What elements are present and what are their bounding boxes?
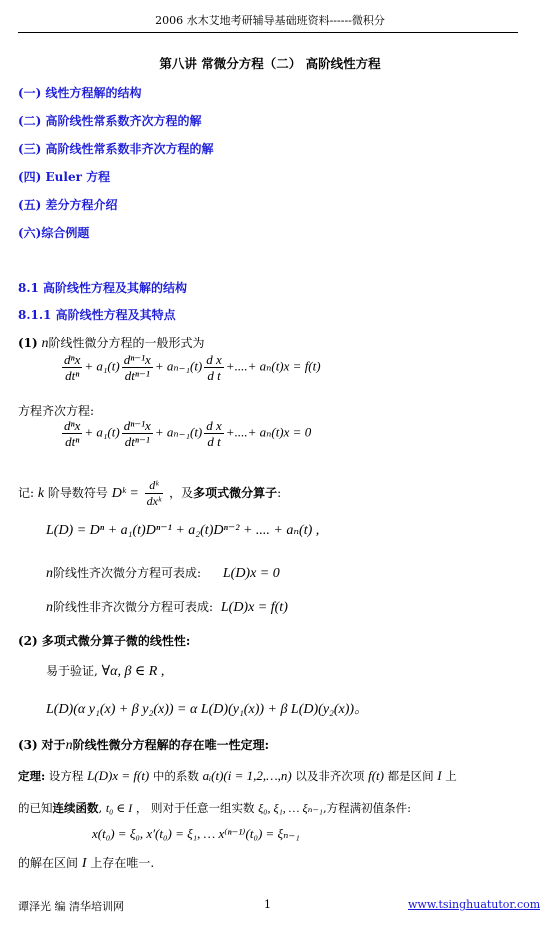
toc-item-1[interactable]: (一) 线性方程解的结构 (18, 86, 142, 100)
line-nonhomog-eq: L(D)x = f(t) (220, 600, 288, 615)
theorem-l2d: ,方程满初值条件: (322, 801, 412, 815)
lecture-title: 第八讲 常微分方程（二） 高阶线性方程 (159, 56, 381, 71)
point-2-num: (2) (18, 634, 38, 648)
theorem-l2a: 的已知 (18, 801, 53, 815)
initial-conditions: x(t₀) = ξ₀, x′(t₀) = ξ₁, … x⁽ⁿ⁻¹⁾(t₀) = ξₙ₋₁ (92, 826, 300, 841)
point-1-text: 阶线性微分方程的一般形式为 (48, 336, 205, 350)
line-homog-text: 阶线性齐次微分方程可表成: (53, 566, 202, 580)
header-rule (18, 32, 518, 33)
line-nonhomog: n阶线性非齐次微分方程可表成: L(D)x = f(t) (46, 600, 288, 615)
page-header: 2006 水木艾地考研辅导基础班资料------微积分 (155, 14, 385, 27)
point-3-text2: 阶线性微分方程解的存在唯一性定理: (72, 738, 269, 752)
toc-item-3[interactable]: (三) 高阶线性常系数非齐次方程的解 (18, 142, 214, 156)
point-2-text: 多项式微分算子微的线性性: (41, 634, 191, 648)
footer-author: 谭泽光 编 清华培训网 (18, 900, 124, 913)
toc-item-4[interactable]: (四) Euler 方程 (18, 170, 111, 184)
toc-item-5[interactable]: (五) 差分方程介绍 (18, 198, 118, 212)
point-3-num: (3) (18, 738, 38, 752)
theorem-line-3: 的解在区间 I 上存在唯一. (18, 856, 155, 871)
note-line: 记: k 阶导数符号 Dᵏ = $\frac{\text{dᵏ}}{\text{dxᵏ}}$ ，及多项式微分算子: (18, 478, 282, 508)
var-n: n (41, 336, 49, 351)
eq-homog-rhs: 0 (304, 424, 312, 440)
footer-page-number: 1 (264, 898, 271, 911)
theorem-l3: 的解在区间 (18, 856, 79, 870)
verify-text: 易于验证, (46, 664, 98, 678)
eq-homog: $\frac{\text{dⁿx}}{\text{dtⁿ}}$ + a₁(t) $\frac{\text{dⁿ⁻¹x}}{\text{dtⁿ⁻¹}}$ + aₙ₋₁(t) $\frac{\text{d x}}{\text{d t}}$ +....+ aₙ(t)x = 0 (64, 418, 312, 449)
footer-link[interactable]: www.tsinghuatutor.com (408, 898, 540, 911)
theorem-l1b: 中的系数 (152, 769, 199, 783)
point-1-num: (1) (18, 336, 38, 350)
note-colon: : (277, 486, 282, 500)
line-nonhomog-text: 阶线性非齐次微分方程可表成: (53, 600, 214, 614)
verify-math: ∀α, β ∈ R , (101, 664, 165, 679)
theorem-l3b: 上存在唯一. (90, 856, 155, 870)
point-3-text1: 对于 (41, 738, 66, 752)
note-prefix: 记: (18, 486, 35, 500)
theorem-l1c: 以及非齐次项 (295, 769, 365, 783)
theorem-l1d: 都是区间 (387, 769, 434, 783)
theorem-line-2: 的已知连续函数, t₀ ∈ I ， 则对于任意一组实数 ξ₀, ξ₁, … ξₙ₋₁,方程满初值条件: (18, 801, 412, 815)
section-8-1: 8.1 高阶线性方程及其解的结构 (18, 281, 188, 295)
note-text2: ，及 (169, 486, 194, 500)
eq-L-operator: L(D) = Dⁿ + a₁(t)Dⁿ⁻¹ + a₂(t)Dⁿ⁻² + .... + aₙ(t) , (46, 523, 320, 538)
eq-general: $\frac{\text{dⁿx}}{\text{dtⁿ}}$ + a₁(t) $\frac{\text{dⁿ⁻¹x}}{\text{dtⁿ⁻¹}}$ + aₙ₋₁(t) $\frac{\text{d x}}{\text{d t}}$ +....+ aₙ(t)x = f(t) (64, 352, 321, 383)
verify-line (46, 662, 164, 680)
theorem-l2c: ， 则对于任意一组实数 (135, 801, 255, 815)
point-3: (3) 对于n阶线性微分方程解的存在唯一性定理: (18, 738, 269, 753)
theorem-l1a: 设方程 (48, 769, 84, 783)
section-8-1-1: 8.1.1 高阶线性方程及其特点 (18, 308, 176, 322)
theorem-label: 定理: (18, 769, 46, 783)
note-text1: 阶导数符号 (47, 486, 108, 500)
eq-linearity: L(D)(α y₁(x) + β y₂(x)) = α L(D)(y₁(x)) + β L(D)(y₂(x))。 (46, 702, 369, 717)
eq-general-rhs: f(t) (304, 358, 321, 374)
point-1 (18, 334, 205, 352)
homog-label: 方程齐次方程: (18, 404, 95, 418)
note-bold: 多项式微分算子 (193, 486, 278, 500)
theorem-line-1: 定理: 设方程 L(D)x = f(t) 中的系数 aᵢ(t)(i = 1,2,…,n) 以及非齐次项 f(t) 都是区间 I 上 (18, 768, 457, 783)
line-homog: n阶线性齐次微分方程可表成: L(D)x = 0 (46, 566, 280, 581)
toc-item-2[interactable]: (二) 高阶线性常系数齐次方程的解 (18, 114, 202, 128)
toc-item-6[interactable]: (六)综合例题 (18, 226, 90, 240)
theorem-l2b: 连续函数 (52, 801, 99, 815)
line-homog-eq: L(D)x = 0 (222, 566, 280, 581)
theorem-l1e: 上 (445, 769, 457, 783)
point-2 (18, 632, 190, 649)
